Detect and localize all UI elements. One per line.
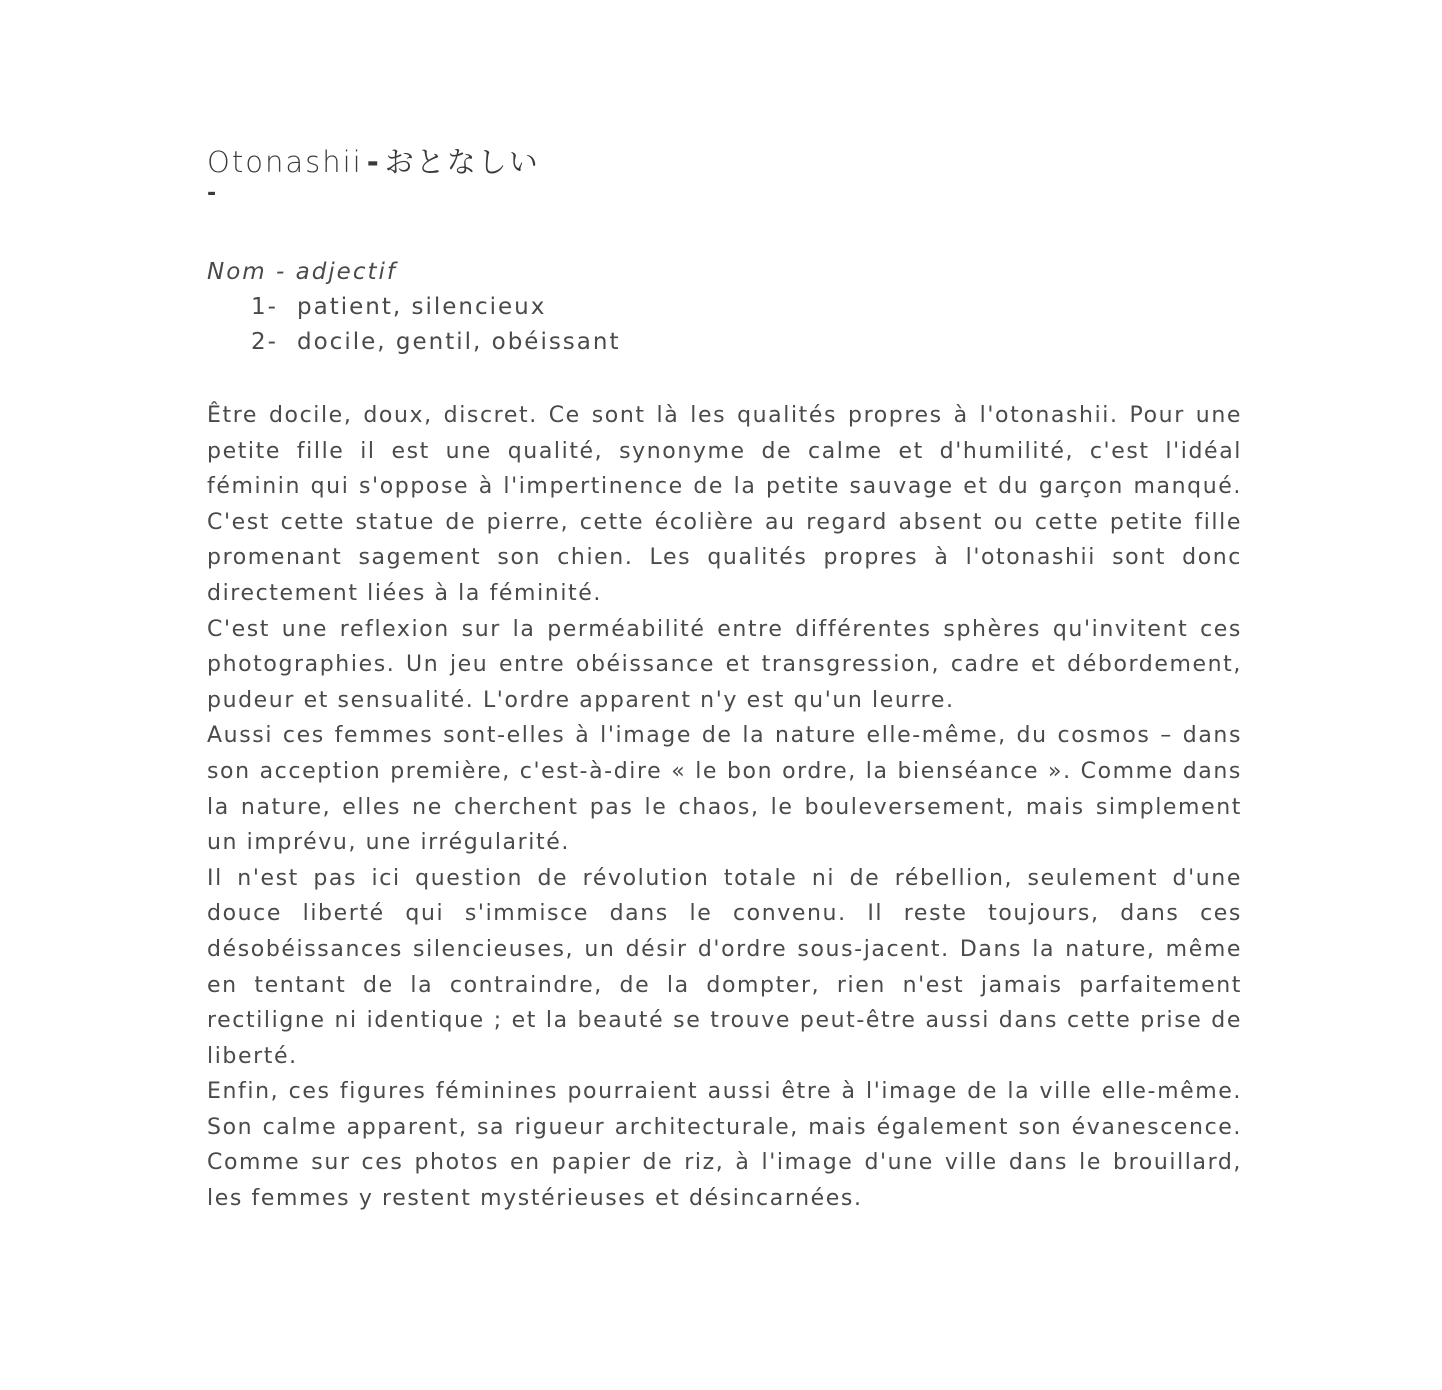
document-page bbox=[207, 140, 1242, 1217]
title-kana: おとなしい bbox=[384, 145, 540, 179]
page-title bbox=[207, 140, 1242, 184]
definition-text: patient, silencieux bbox=[297, 294, 547, 320]
title-separator: - bbox=[366, 145, 381, 179]
paragraph-1: Être docile, doux, discret. Ce sont là les qualités propres à l'otonashii. Pour une petite fille il est une qualité, synonyme de calme et d'humilité, c'est l'idéal féminin qui s'oppose à l'impertinence de la petite sauvage et du garçon manqué. C'est cette statue de pierre, cette écolière au regard absent ou cette petite fille promenant sagement son chien. Les qualités propres à l'otonashii sont donc directement liées à la féminité. bbox=[207, 403, 1242, 606]
part-of-speech: Nom - adjectif bbox=[207, 259, 397, 285]
paragraph-5: Enfin, ces figures féminines pourraient aussi être à l'image de la ville elle-même. Son calme apparent, sa rigueur architecturale, mais également son évanescence. Comme sur ces photos en papier de riz, à l'image d'une ville dans le brouillard, les femmes y restent mystérieuses et désincarnées. bbox=[207, 1079, 1242, 1212]
paragraph-2: C'est une reflexion sur la perméabilité entre différentes sphères qu'invitent ces photographies. Un jeu entre obéissance et transgression, cadre et débordement, pudeur et sensualité. L'ordre apparent n'y est qu'un leurre. bbox=[207, 616, 1242, 713]
definition-number: 1- bbox=[251, 294, 278, 320]
definition-item-2 bbox=[207, 325, 1242, 360]
title-trailing-dash: - bbox=[207, 181, 217, 206]
paragraph-4: Il n'est pas ici question de révolution totale ni de rébellion, seulement d'une douce liberté qui s'immisce dans le convenu. Il reste toujours, dans ces désobéissances silencieuses, un désir d'ordre sous-jacent. Dans la nature, même en tentant de la contraindre, de la dompter, rien n'est jamais parfaitement rectiligne ni identique ; et la beauté se trouve peut-être aussi dans cette prise de liberté. bbox=[207, 865, 1242, 1069]
paragraph-3: Aussi ces femmes sont-elles à l'image de la nature elle-même, du cosmos – dans son acception première, c'est-à-dire « le bon ordre, la bienséance ». Comme dans la nature, elles ne cherchent pas le chaos, le bouleversement, mais simplement un imprévu, une irrégularité. bbox=[207, 723, 1242, 856]
body-text bbox=[207, 398, 1242, 1217]
definition-item-1 bbox=[207, 290, 1242, 325]
definition-number: 2- bbox=[251, 329, 278, 355]
definition-text: docile, gentil, obéissant bbox=[297, 329, 621, 355]
definition-list bbox=[207, 290, 1242, 360]
title-word: Otonashii bbox=[207, 145, 363, 179]
